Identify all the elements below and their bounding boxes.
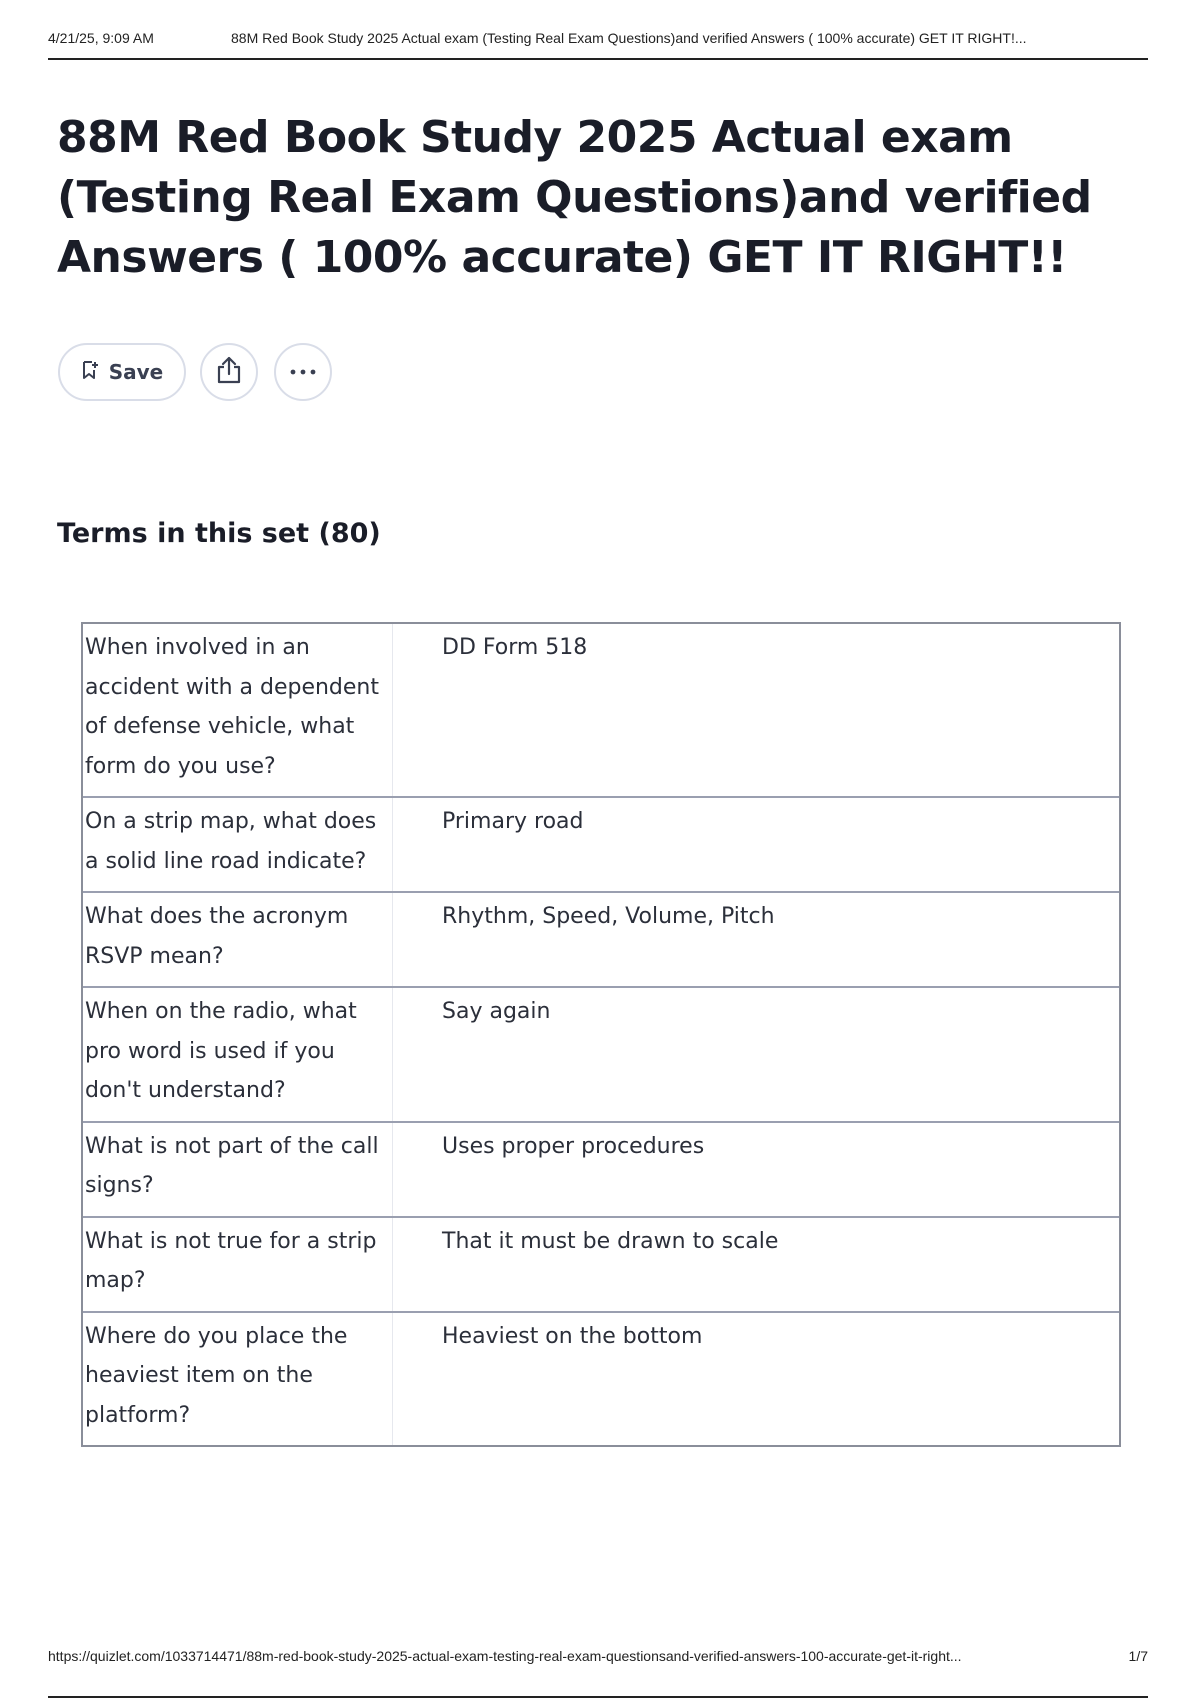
print-footer [48, 1648, 1148, 1698]
share-button[interactable] [200, 343, 258, 401]
term-cell: What is not part of the call signs? [83, 1123, 393, 1216]
term-cell: When involved in an accident with a dependent of defense vehicle, what form do you use? [83, 624, 393, 796]
table-row [83, 1311, 1119, 1446]
term-cell: Where do you place the heaviest item on the platform? [83, 1313, 393, 1446]
print-page-number: 1/7 [1128, 1648, 1148, 1664]
definition-cell: Say again [442, 999, 551, 1024]
save-button-label: Save [108, 360, 164, 384]
term-cell: What does the acronym RSVP mean? [83, 893, 393, 986]
print-datetime: 4/21/25, 9:09 AM [48, 30, 154, 46]
table-row [83, 624, 1119, 796]
page-title: 88M Red Book Study 2025 Actual exam (Testing Real Exam Questions)and verified Answers ( 100% accurate) GET IT RIGHT!! [57, 112, 1092, 283]
table-row [83, 796, 1119, 891]
print-doc-title: 88M Red Book Study 2025 Actual exam (Testing Real Exam Questions)and verified Answers ( 100% accurate) GET IT RIGHT!... [231, 30, 1027, 46]
table-row [83, 1121, 1119, 1216]
definition-cell: DD Form 518 [442, 635, 588, 660]
more-button[interactable] [274, 343, 332, 401]
term-cell: What is not true for a strip map? [83, 1218, 393, 1311]
print-url: https://quizlet.com/1033714471/88m-red-book-study-2025-actual-exam-testing-real-exam-questionsand-verified-answers-100-accurate-get-it-right... [48, 1648, 962, 1664]
table-row [83, 891, 1119, 986]
terms-heading: Terms in this set (80) [57, 518, 381, 549]
table-row [83, 1216, 1119, 1311]
table-row [83, 986, 1119, 1121]
definition-cell: Primary road [442, 809, 584, 834]
bookmark-icon [81, 360, 99, 385]
definition-cell: Uses proper procedures [442, 1133, 705, 1159]
definition-cell: Rhythm, Speed, Volume, Pitch [442, 904, 775, 929]
term-cell: On a strip map, what does a solid line road indicate? [83, 798, 393, 891]
definition-cell: That it must be drawn to scale [442, 1228, 779, 1254]
print-header [48, 30, 1148, 60]
terms-table [81, 622, 1121, 1447]
term-cell: When on the radio, what pro word is used if you don't understand? [83, 988, 393, 1121]
save-button[interactable] [58, 343, 186, 401]
more-icon [289, 363, 317, 381]
definition-cell: Heaviest on the bottom [442, 1323, 703, 1349]
share-icon [215, 355, 243, 390]
